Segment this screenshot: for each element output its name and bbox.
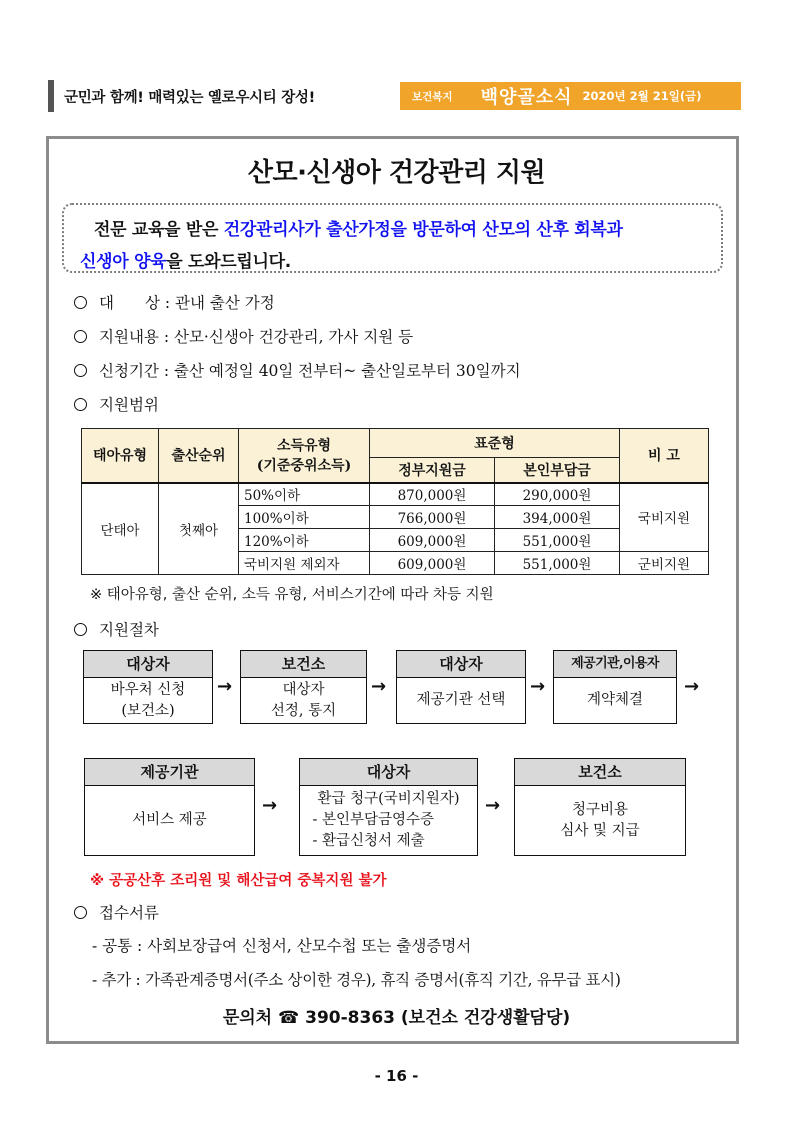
- intro-line-1: [94, 215, 623, 240]
- cell-gov: 766,000원: [370, 506, 495, 529]
- circle-bullet-icon: [74, 906, 87, 919]
- th-income-type-sub: (기준중위소득): [256, 458, 352, 475]
- flow-line: 대상자: [282, 681, 325, 698]
- cell-self: 551,000원: [495, 529, 620, 552]
- flow-step-body: [84, 678, 212, 723]
- documents-heading: [74, 901, 159, 923]
- flow-step-head: 보건소: [241, 651, 366, 678]
- page-number: - 16 -: [374, 1067, 419, 1085]
- item-period: [74, 359, 521, 381]
- intro-box: [62, 203, 723, 273]
- contact-label: 문의처: [222, 1008, 273, 1028]
- circle-bullet-icon: [74, 398, 87, 411]
- flow-step-5: [84, 758, 255, 856]
- procedure-title-text: 지원절차: [99, 621, 159, 639]
- circle-bullet-icon: [74, 623, 87, 636]
- flow-line: (보건소): [121, 702, 175, 719]
- flow-line: 계약체결: [586, 692, 644, 708]
- contact-line: [0, 1003, 793, 1028]
- th-income-type: [239, 429, 370, 483]
- arrow-right-icon: →: [530, 676, 546, 697]
- cell-remark-national: 국비지원: [620, 483, 709, 552]
- intro-highlight-1: 건강관리사가 출산가정을 방문하여 산모의 산후 회복과: [223, 220, 623, 240]
- arrow-right-icon: →: [217, 676, 233, 697]
- flow-step-head: 대상자: [300, 759, 477, 786]
- cell-fetal-type: 단태아: [82, 483, 159, 575]
- table-note: ※ 태아유형, 출산 순위, 소득 유형, 서비스기간에 따라 차등 지원: [90, 587, 494, 603]
- support-table: [81, 428, 709, 575]
- intro-line-2: [80, 247, 291, 272]
- documents-additional: - 추가 : 가족관계증명서(주소 상이한 경우), 휴직 증명서(휴직 기간, 유무급 표시): [92, 971, 621, 989]
- arrow-right-icon: →: [684, 676, 700, 697]
- cell-gov: 609,000원: [370, 529, 495, 552]
- cell-income: 100%이하: [239, 506, 370, 529]
- item-target: [74, 291, 275, 313]
- flow-step-1: [83, 650, 213, 724]
- header-slogan: 군민과 함께! 매력있는 옐로우시티 장성!: [64, 90, 315, 106]
- cell-self: 290,000원: [495, 483, 620, 506]
- cell-self: 551,000원: [495, 552, 620, 575]
- flow-step-body: [515, 786, 685, 855]
- item-content: [74, 325, 413, 347]
- table-row: [82, 483, 709, 506]
- arrow-right-icon: →: [371, 676, 387, 697]
- flow-step-head: 제공기관: [85, 759, 254, 786]
- flow-step-6: [299, 758, 478, 856]
- newsletter-name: 백양골소식: [480, 87, 573, 108]
- intro-text-end: 을 도와드립니다.: [166, 252, 291, 272]
- cell-remark-county: 군비지원: [620, 552, 709, 575]
- flow-line: 선정, 통지: [270, 702, 337, 719]
- circle-bullet-icon: [74, 330, 87, 343]
- item-scope-text: 지원범위: [99, 396, 159, 414]
- flow-step-3: [396, 650, 526, 724]
- flow-step-head: 보건소: [515, 759, 685, 786]
- th-birth-order: 출산순위: [159, 429, 239, 483]
- phone-icon: ☎: [278, 1008, 300, 1028]
- flow-line: - 본인부담금영수증: [312, 812, 435, 828]
- article-title: 산모·신생아 건강관리 지원: [247, 158, 546, 188]
- flow-line: 바우처 신청: [110, 681, 186, 698]
- arrow-right-icon: →: [262, 795, 278, 816]
- item-period-text: 신청기간 : 출산 예정일 40일 전부터~ 출산일로부터 30일까지: [99, 362, 521, 380]
- issue-date: 2020년 2월 21일(금): [582, 89, 702, 103]
- intro-highlight-2: 신생아 양육: [80, 252, 167, 272]
- flow-line: 제공기관 선택: [416, 692, 506, 708]
- circle-bullet-icon: [74, 296, 87, 309]
- flow-line: 심사 및 지급: [560, 822, 640, 839]
- header-accent-bar: [48, 80, 54, 112]
- th-income-type-label: 소득유형: [276, 438, 332, 455]
- flow-step-2: [240, 650, 367, 724]
- flow-step-body: [397, 678, 525, 723]
- flow-step-head: 대상자: [397, 651, 525, 678]
- flow-line: 서비스 제공: [132, 812, 207, 828]
- flow-step-head: 제공기관,이용자: [554, 651, 676, 678]
- cell-income: 국비지원 제외자: [239, 552, 370, 575]
- flow-step-body: [554, 678, 676, 723]
- th-self-pay: 본인부담금: [495, 458, 620, 483]
- cell-self: 394,000원: [495, 506, 620, 529]
- th-gov-support: 정부지원금: [370, 458, 495, 483]
- flow-step-head: 대상자: [84, 651, 212, 678]
- flow-step-body: [300, 786, 477, 855]
- th-fetal-type: 태아유형: [82, 429, 159, 483]
- th-standard: 표준형: [370, 429, 620, 458]
- th-remarks: 비 고: [620, 429, 709, 483]
- flow-line: 청구비용: [571, 801, 629, 818]
- cell-gov: 609,000원: [370, 552, 495, 575]
- item-scope: [74, 393, 159, 415]
- contact-phone: 390-8363 (보건소 건강생활담당): [305, 1008, 571, 1028]
- flow-step-4: [553, 650, 677, 724]
- flow-line: - 환급신청서 제출: [312, 833, 425, 849]
- flow-step-body: [85, 786, 254, 855]
- documents-common: - 공통 : 사회보장급여 신청서, 산모수첩 또는 출생증명서: [92, 937, 472, 955]
- flow-line: 환급 청구(국비지원자): [317, 791, 460, 807]
- flow-step-body: [241, 678, 366, 723]
- arrow-right-icon: →: [485, 795, 501, 816]
- procedure-heading: [74, 618, 159, 640]
- newsletter-badge: [400, 82, 741, 110]
- section-label: 보건복지: [412, 90, 453, 103]
- cell-birth-order: 첫째아: [159, 483, 239, 575]
- flow-step-7: [514, 758, 686, 856]
- documents-title-text: 접수서류: [99, 904, 159, 922]
- item-content-text: 지원내용 : 산모·신생아 건강관리, 가사 지원 등: [99, 328, 414, 346]
- circle-bullet-icon: [74, 364, 87, 377]
- item-target-text: 대 상 : 관내 출산 가정: [99, 294, 275, 312]
- cell-gov: 870,000원: [370, 483, 495, 506]
- duplicate-support-warning: ※ 공공산후 조리원 및 해산급여 중복지원 불가: [90, 873, 387, 889]
- intro-text: 전문 교육을 받은: [94, 220, 224, 240]
- cell-income: 120%이하: [239, 529, 370, 552]
- cell-income: 50%이하: [239, 483, 370, 506]
